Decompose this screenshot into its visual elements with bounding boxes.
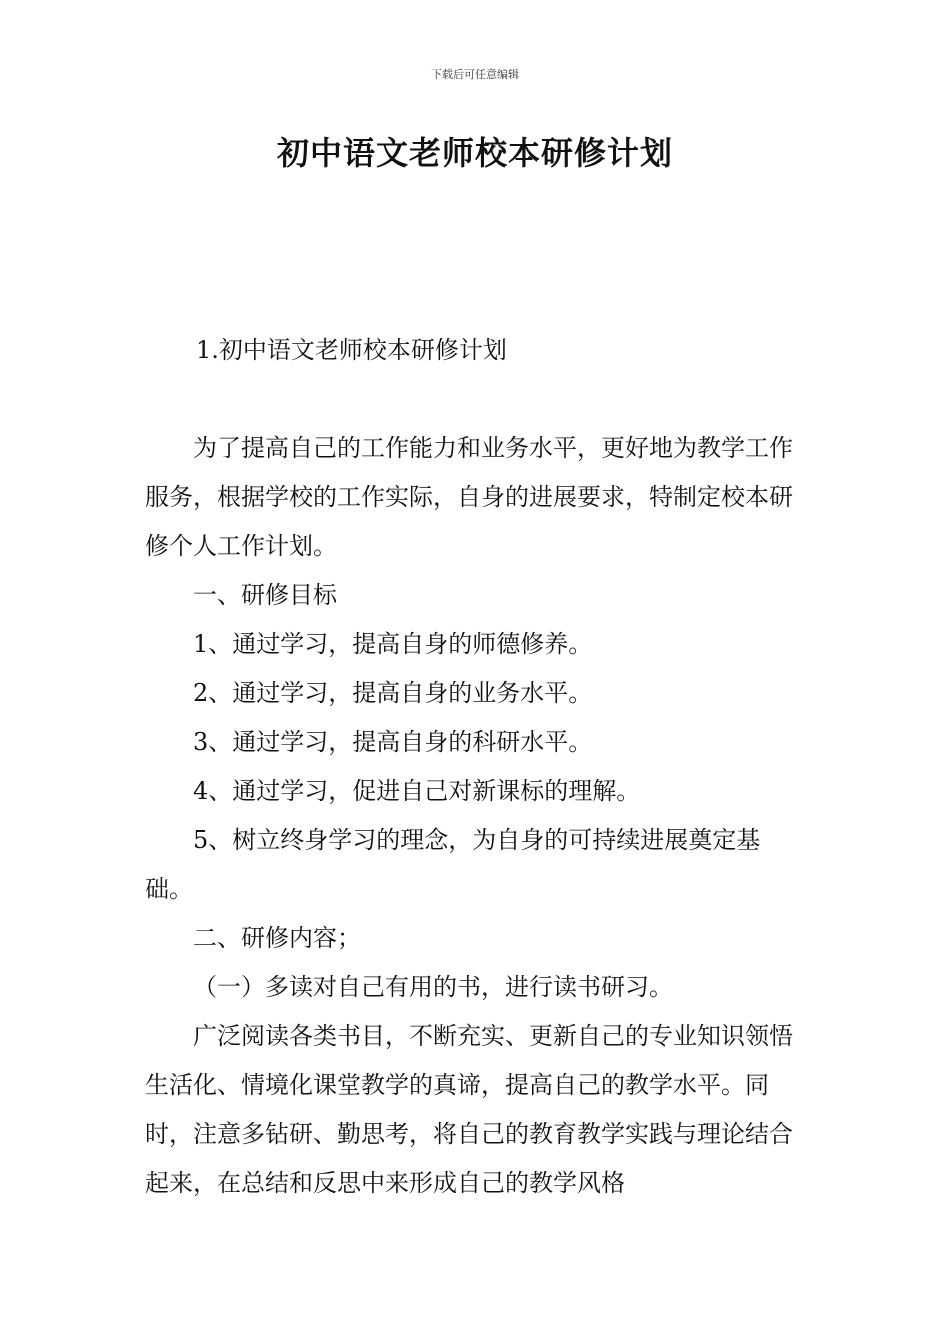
header-note: 下载后可任意编辑 (431, 68, 519, 81)
paragraph-goal-5: 5、树立终身学习的理念，为自身的可持续进展奠定基础。 (145, 826, 761, 903)
paragraph-intro: 为了提高自己的工作能力和业务水平，更好地为教学工作服务，根据学校的工作实际，自身的进展要求，特制定校本研修个人工作计划。 (145, 434, 793, 560)
paragraph-content-heading: 二、研修内容； (193, 924, 361, 952)
paragraph-goal-2: 2、通过学习，提高自身的业务水平。 (193, 679, 593, 707)
paragraph-goal-3: 3、通过学习，提高自身的科研水平。 (193, 728, 593, 756)
section-heading: 1.初中语文老师校本研修计划 (196, 336, 507, 364)
paragraph-goals-heading: 一、研修目标 (193, 581, 337, 609)
document-title: 初中语文老师校本研修计划 (276, 134, 673, 172)
paragraph-reading-body: 广泛阅读各类书目，不断充实、更新自己的专业知识领悟生活化、情境化课堂教学的真谛，提高自己的教学水平。同时，注意多钻研、勤思考，将自己的教育教学实践与理论结合起来，在总结和反思中来形成自己的教学风格 (145, 1022, 793, 1197)
paragraph-goal-1: 1、通过学习，提高自身的师德修养。 (193, 630, 593, 658)
paragraph-reading-heading: （一）多读对自己有用的书，进行读书研习。 (193, 973, 673, 1001)
paragraph-goal-4: 4、通过学习，促进自己对新课标的理解。 (193, 777, 641, 805)
document-body (145, 424, 807, 1208)
